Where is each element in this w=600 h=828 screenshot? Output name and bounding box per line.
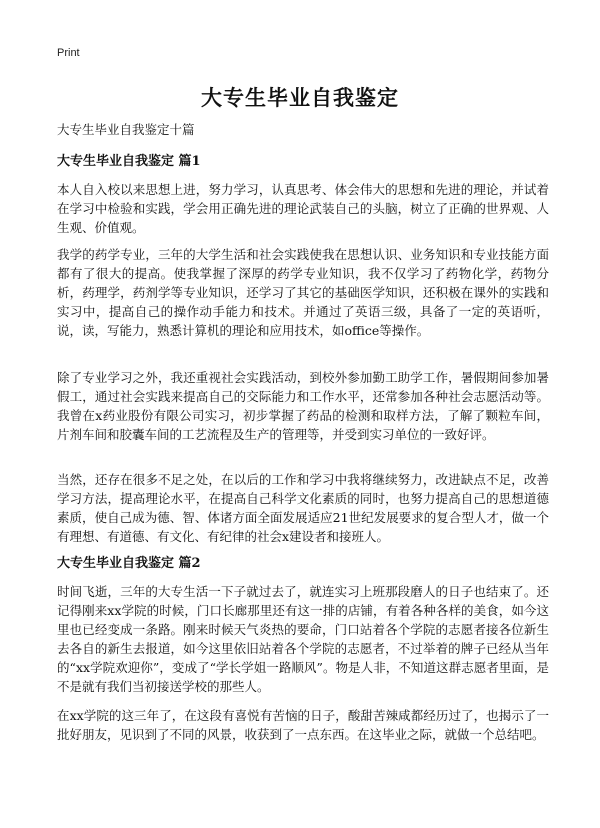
document-subtitle: 大专生毕业自我鉴定十篇: [57, 122, 195, 137]
section-1: [57, 150, 549, 169]
paragraph: [57, 180, 549, 237]
paragraph: [57, 582, 549, 696]
section-heading: 大专生毕业自我鉴定 篇2: [57, 556, 201, 571]
paragraph-text: 当然，还存在很多不足之处，在以后的工作和学习中我将继续努力，改进缺点不足，改善学习方法，提高理论水平，在提高自己科学文化素质的同时，也努力提高自己的思想道德素质，使自己成为德、智、体诸方面全面发展适应21世纪发展要求的复合型人才，做一个有理想、有道德、有文化、有纪律的社会x建设者和接班人。: [57, 472, 549, 544]
print-label: Print: [57, 47, 80, 59]
paragraph: [57, 245, 549, 340]
paragraph: [57, 706, 549, 744]
paragraph-text: 我学的药学专业，三年的大学生活和社会实践使我在思想认识、业务知识和专业技能方面都有了很大的提高。使我掌握了深厚的药学专业知识，我不仅学习了药物化学，药物分析，药理学，药剂学等专业知识，还学习了其它的基础医学知识，还积极在课外的实践和实习中，提高自己的操作动手能力和技术。并通过了英语三级，具备了一定的英语听，说，读，写能力，熟悉计算机的理论和应用技术，如office等操作。: [57, 247, 549, 338]
document-title: 大专生毕业自我鉴定: [201, 85, 399, 110]
paragraph-text: 除了专业学习之外，我还重视社会实践活动，到校外参加勤工助学工作，暑假期间参加暑假工，通过社会实践来提高自己的交际能力和工作水平，还常参加各种社会志愿活动等。我曾在x药业股份有限公司实习，初步掌握了药品的检测和取样方法，了解了颗粒车间，片剂车间和胶囊车间的工艺流程及生产的管理等，并受到实习单位的一致好评。: [57, 370, 549, 442]
paragraph-text: 本人自入校以来思想上进，努力学习，认真思考、体会伟大的思想和先进的理论，并试着在学习中检验和实践，学会用正确先进的理论武装自己的头脑，树立了正确的世界观、人生观、价值观。: [57, 182, 549, 235]
paragraph-text: 在xx学院的这三年了，在这段有喜悦有苦恼的日子，酸甜苦辣咸都经历过了，也揭示了一批好朋友，见识到了不同的风景，收获到了一点东西。在这毕业之际，就做一个总结吧。: [57, 708, 549, 742]
paragraph: [57, 470, 549, 546]
paragraph: [57, 368, 549, 444]
section-2: [57, 552, 549, 571]
paragraph-text: 时间飞逝，三年的大专生活一下子就过去了，就连实习上班那段磨人的日子也结束了。还记得刚来xx学院的时候，门口长廊那里还有这一排的店铺，有着各种各样的美食，如今这里也已经变成一条路。刚来时候天气炎热的要命，门口站着各个学院的志愿者接各位新生去各自的新生去报道，如今这里依旧站着各个学院的志愿者，不过举着的牌子已经从当年的“xx学院欢迎你”，变成了“学长学姐一路顺风”。物是人非，不知道这群志愿者里面，是不是就有我们当初接送学校的那些人。: [57, 584, 549, 694]
section-heading: 大专生毕业自我鉴定 篇1: [57, 154, 201, 169]
